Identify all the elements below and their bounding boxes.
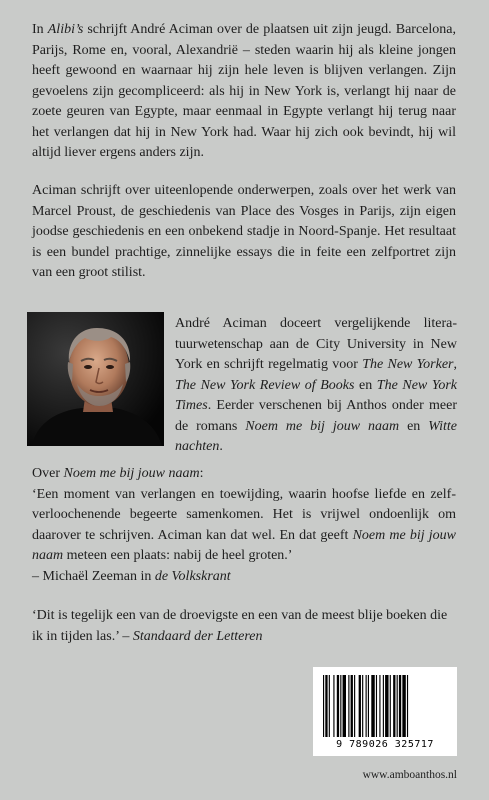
review-text: ‘Dit is tegelijk een van de droevigste en een van de meest blije boeken die ik in tijden las.’ –: [32, 608, 448, 644]
review-attribution: [32, 567, 456, 588]
barcode-bar: [354, 675, 355, 737]
bio-text: ,: [453, 357, 458, 372]
author-portrait-image: [27, 312, 164, 446]
author-bio: [175, 314, 457, 458]
novel-title: Witte nachten: [175, 418, 457, 454]
review-text: – Michaël Zeeman in: [32, 568, 155, 584]
novel-title: Noem me bij jouw naam: [32, 527, 456, 563]
barcode-bar: [407, 675, 408, 737]
barcode-bar: [379, 675, 380, 737]
bio-text: en: [354, 377, 377, 393]
review-quote-1: [32, 464, 456, 587]
book-title: Alibi’s: [47, 22, 84, 37]
barcode-bar: [362, 675, 363, 737]
novel-title: Noem me bij jouw naam: [245, 418, 400, 434]
barcode-bar: [325, 675, 327, 737]
publication-name: The New Yorker: [362, 357, 454, 372]
review-intro: [32, 464, 456, 485]
review-quote-2: [32, 606, 456, 647]
author-photo: [27, 312, 164, 446]
barcode-bar: [329, 675, 330, 737]
bio-text: . Eerder verschenen bij Anthos onder meer de romans: [175, 398, 457, 434]
barcode-bar: [393, 675, 395, 737]
bio-text: André Aciman doceert vergelijkende literatuurwetenschap aan de City University in New York en schrijft regelmatig voor: [175, 316, 457, 372]
barcode-bar: [343, 675, 346, 737]
barcode-bar: [385, 675, 388, 737]
barcode-bar: [333, 675, 334, 737]
bio-text: en: [399, 418, 429, 434]
novel-title: Noem me bij jouw naam: [63, 466, 200, 481]
newspaper-name: Standaard der Letteren: [132, 628, 263, 644]
review-quote-text: [32, 485, 456, 567]
publication-name: The New York Review of Books: [175, 377, 355, 393]
barcode-bar: [323, 675, 324, 737]
barcode-bar: [351, 675, 353, 737]
blurb-text: In: [32, 22, 48, 37]
barcode-bar: [402, 675, 405, 737]
publication-name: The New York Times: [175, 377, 457, 413]
barcode-bar: [368, 675, 369, 737]
barcode-bars: [321, 675, 449, 737]
review-text: meteen een plaats: nabij de heel groten.’: [63, 548, 293, 563]
isbn-number: 9 789026 325717: [336, 739, 434, 750]
barcode-bar: [340, 675, 341, 737]
barcode-bar: [371, 675, 374, 737]
barcode-bar: [383, 675, 384, 737]
barcode-bar: [359, 675, 361, 737]
blurb-paragraph-2: Aciman schrijft over uiteenlopende onderwerpen, zoals over het werk van Marcel Proust, de geschiedenis van Place des Vosges in Parijs, zijn eigen joodse geschiedenis en een onbekend stadje in Noord-Spanje. Het resultaat is een bundel prachtige, zinnelijke essays die in feite een zelfportret zijn van een groot stilist.: [32, 183, 456, 280]
barcode-bar: [399, 675, 401, 737]
barcode-bar: [337, 675, 339, 737]
barcode-bar: [376, 675, 377, 737]
barcode-bar: [390, 675, 391, 737]
blurb-paragraph-1: [32, 20, 456, 164]
publisher-website: www.amboanthos.nl: [362, 769, 457, 781]
review-text: :: [199, 466, 204, 481]
barcode-bar: [348, 675, 349, 737]
bio-text: .: [219, 439, 223, 454]
review-text: Over: [32, 466, 64, 481]
newspaper-name: de Volkskrant: [154, 568, 231, 584]
review-text: ‘Een moment van verlangen en toewijding, waarin hoofse liefde en zelfverloochenende begeerte samenkomen. Het is vrijwel ondoenlijk om daarover te schrijven. Aciman kan dat wel. En dat geeft: [32, 486, 456, 543]
blurb-text: schrijft André Aciman over de plaatsen uit zijn jeugd. Barcelona, Parijs, Rome en, vooral, Alexandrië – steden waarin hij als kleine jongen heeft gewoond en waarnaar hij zijn hele leven is blijven verlangen. Zijn gevoelens zijn gecompliceerd: als hij in New York is, verlangt hij naar de zoete geuren van Egypte, maar eenmaal in Egypte verlangt hij terug naar het verlangen dat hij in New York had. Waar hij zich ook bevindt, hij wil altijd liever ergens anders zijn.: [32, 22, 456, 160]
isbn-barcode: [313, 667, 457, 756]
barcode-bar: [397, 675, 398, 737]
barcode-bar: [366, 675, 367, 737]
